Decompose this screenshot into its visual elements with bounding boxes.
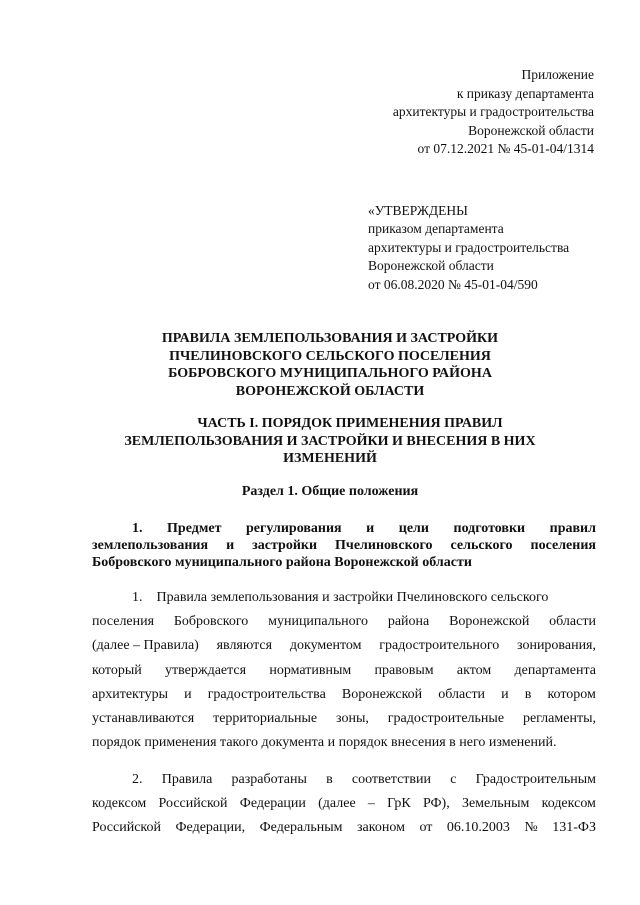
approved-line: приказом департамента (368, 221, 504, 237)
word: актом (456, 662, 492, 678)
word: Бобровского (173, 614, 249, 630)
word: Воронежской (449, 614, 530, 630)
paragraph-line (92, 683, 596, 707)
word: Земельным (461, 796, 530, 812)
word: который (92, 662, 142, 678)
word: Федерации, (175, 820, 246, 836)
word: (далее (318, 796, 356, 812)
word: области (549, 614, 596, 630)
approved-block (368, 202, 608, 294)
word: подготовки (453, 521, 526, 536)
word: поселения (92, 614, 155, 630)
paragraph-line (92, 792, 596, 816)
word: цели (398, 521, 429, 536)
word: утверждается (165, 662, 247, 678)
word: землепользования (92, 538, 209, 553)
title-line: БОБРОВСКОГО МУНИЦИПАЛЬНОГО РАЙОНА (168, 366, 492, 381)
paragraph-line (92, 610, 596, 634)
word: 131-ФЗ (552, 820, 596, 836)
word: разработаны (231, 772, 307, 787)
word: Федеральным (259, 820, 343, 836)
paragraph-2 (92, 768, 596, 841)
word: в (326, 772, 333, 787)
word: 1. (132, 521, 143, 536)
word: от (419, 820, 433, 836)
word: Российской (158, 796, 228, 812)
paragraph-line (92, 768, 596, 792)
paragraph-line (92, 707, 596, 731)
word: законом (357, 820, 405, 836)
appendix-line: к приказу департамента (456, 85, 594, 101)
word: кодексом (92, 796, 147, 812)
word: муниципального (268, 614, 369, 630)
title-line: ПРАВИЛА ЗЕМЛЕПОЛЬЗОВАНИЯ И ЗАСТРОЙКИ (161, 331, 499, 346)
word: и (184, 686, 192, 702)
word: Предмет (167, 521, 222, 536)
paragraph-1 (92, 586, 596, 755)
word: 2. (132, 772, 143, 787)
word: поселения (530, 538, 596, 553)
article-heading-line (92, 537, 596, 554)
section-heading: Раздел 1. Общие положения (241, 484, 419, 499)
word: градостроительства (207, 686, 326, 702)
part-line: ИЗМЕНЕНИЙ (283, 451, 377, 466)
word: являются (216, 638, 273, 654)
approved-line: Воронежской области (368, 258, 494, 274)
word: зоны, (336, 711, 369, 727)
word: Пчелиновского (335, 538, 433, 553)
word: ГрК (387, 796, 411, 812)
approved-line: от 06.08.2020 № 45-01-04/590 (368, 276, 538, 292)
paragraph-line (92, 816, 596, 840)
part-line: ЧАСТЬ I. ПОРЯДОК ПРИМЕНЕНИЯ ПРАВИЛ (197, 416, 503, 431)
word: правовым (374, 662, 434, 678)
approved-line: «УТВЕРЖДЕНЫ (368, 203, 468, 218)
word: Федерации (239, 796, 306, 812)
part-heading (100, 415, 560, 468)
word: и (366, 521, 375, 536)
word: градостроительные (387, 711, 505, 727)
article-heading-line (92, 520, 596, 537)
word: (далее – Правила) (92, 638, 199, 654)
word: правил (549, 521, 596, 536)
word: кодексом (541, 796, 596, 812)
article-heading-line: Бобровского муниципального района Воронежской области (92, 555, 472, 570)
word: регулирования (245, 521, 342, 536)
word: Правила (161, 772, 213, 787)
word: 06.10.2003 (446, 820, 510, 836)
word: с (450, 772, 457, 787)
word: РФ), (422, 796, 450, 812)
word: Российской (92, 820, 161, 836)
part-line: ЗЕМЛЕПОЛЬЗОВАНИЯ И ЗАСТРОЙКИ И ВНЕСЕНИЯ В НИХ (124, 433, 536, 449)
word: сельского (450, 538, 513, 553)
document-title (100, 330, 560, 400)
paragraph-line: 1. Правила землепользования и застройки Пчелиновского сельского (132, 590, 549, 605)
word: архитектуры (92, 686, 168, 702)
word: и (501, 686, 509, 702)
title-line: ПЧЕЛИНОВСКОГО СЕЛЬСКОГО ПОСЕЛЕНИЯ (169, 348, 491, 364)
appendix-line: Приложение (521, 67, 594, 82)
paragraph-line (92, 634, 596, 658)
approved-line: архитектуры и градостроительства (368, 239, 570, 255)
appendix-line: Воронежской области (468, 122, 594, 138)
paragraph-line: порядок применения такого документа и порядок внесения в него изменений. (92, 735, 557, 751)
title-line: ВОРОНЕЖСКОЙ ОБЛАСТИ (235, 383, 425, 399)
appendix-line: от 07.12.2021 № 45-01-04/1314 (417, 141, 594, 157)
word: района (387, 614, 430, 630)
word: устанавливаются (92, 711, 195, 727)
appendix-line: архитектуры и градостроительства (392, 104, 594, 120)
word: территориальные (213, 711, 318, 727)
paragraph-line (92, 659, 596, 683)
word: застройки (252, 538, 318, 553)
word: и (226, 538, 235, 553)
appendix-block (330, 66, 594, 159)
word: соответствии (351, 772, 431, 787)
word: – (367, 796, 375, 812)
word: департамента (514, 662, 596, 678)
word: Градостроительным (475, 772, 596, 787)
word: нормативным (269, 662, 352, 678)
word: документом (289, 638, 362, 654)
word: № (524, 820, 538, 836)
article-heading (92, 520, 596, 571)
word: области (438, 686, 486, 702)
word: в (524, 686, 532, 702)
word: регламенты, (522, 711, 596, 727)
word: градостроительного (379, 638, 500, 654)
word: котором (547, 686, 596, 702)
word: Воронежской (341, 686, 423, 702)
word: зонирования, (517, 638, 596, 654)
